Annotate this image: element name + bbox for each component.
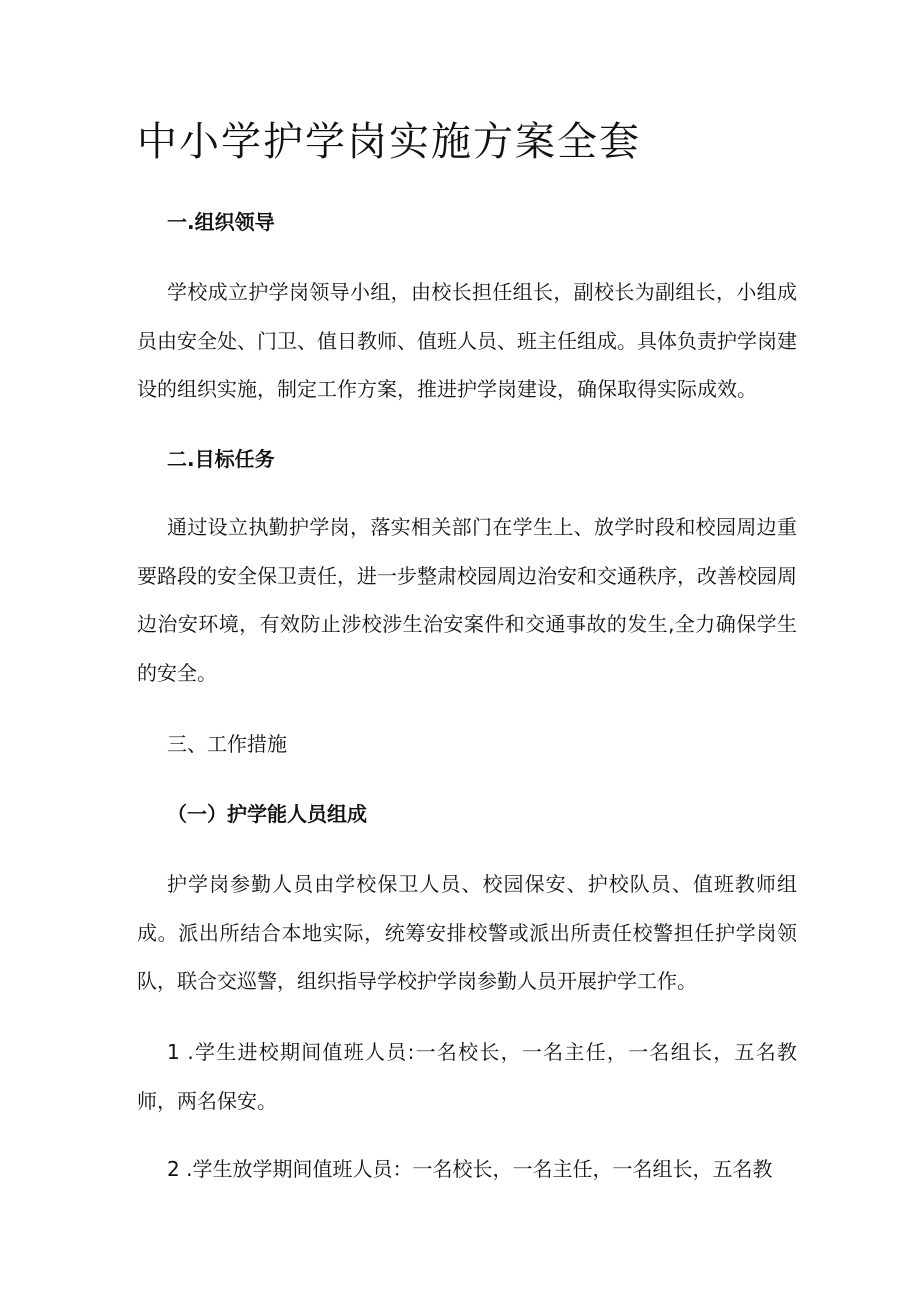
section-body-goals: 通过设立执勤护学岗，落实相关部门在学生上、放学时段和校园周边重要路段的安全保卫责任，进一步整肃校园周边治安和交通秩序，改善校园周边治安环境，有效防止涉校涉生治安案件和交通事故的发生,全力确保学生的安全。 (137, 515, 797, 685)
list-item-afternoon-duty: 2 .学生放学期间值班人员：一名校长，一名主任，一名组长，五名教 (167, 1157, 773, 1181)
document-title: 中小学护学岗实施方案全套 (137, 119, 641, 165)
list-item-morning-duty: 1 .学生进校期间值班人员:一名校长，一名主任，一名组长，五名教师，两名保安。 (137, 1040, 797, 1113)
section-heading-goals: 二.目标任务 (167, 447, 275, 471)
subsection-body-staffing: 护学岗参勤人员由学校保卫人员、校园保安、护校队员、值班教师组成。派出所结合本地实际，统筹安排校警或派出所责任校警担任护学岗领队，联合交巡警，组织指导学校护学岗参勤人员开展护学工作。 (137, 872, 797, 993)
section-heading-organization: 一.组织领导 (167, 210, 275, 234)
subsection-heading-staffing: （一）护学能人员组成 (167, 802, 367, 826)
section-body-organization: 学校成立护学岗领导小组，由校长担任组长，副校长为副组长，小组成员由安全处、门卫、值日教师、值班人员、班主任组成。具体负责护学岗建设的组织实施，制定工作方案，推进护学岗建设，确保取得实际成效。 (137, 280, 797, 401)
section-heading-measures: 三、工作措施 (167, 732, 287, 756)
